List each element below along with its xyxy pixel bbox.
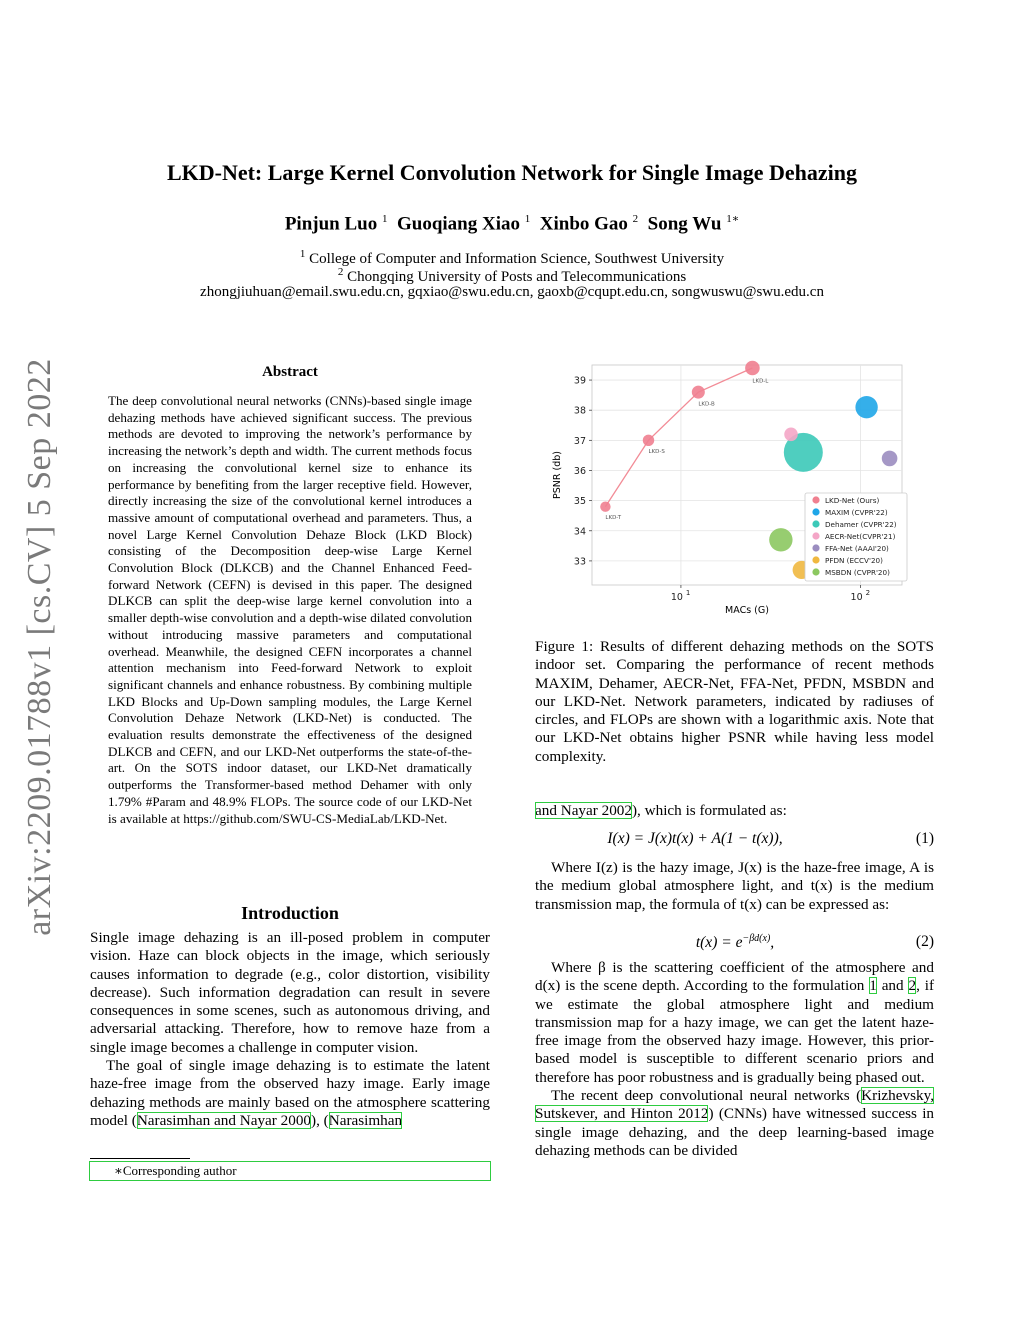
- legend-entry: LKD-Net (Ours): [825, 496, 880, 505]
- data-point: [784, 428, 798, 442]
- x-axis-label: MACs (G): [725, 605, 769, 616]
- equation-1: [535, 830, 934, 850]
- author-name: Guoqiang Xiao: [396, 213, 520, 235]
- equation-2-main: t(x) = e: [695, 934, 743, 952]
- legend-marker: [812, 496, 819, 503]
- equation-1-body: I(x) = J(x)t(x) + A(1 − t(x)),: [607, 830, 783, 847]
- author-list: [0, 212, 1024, 235]
- legend-marker: [812, 508, 819, 515]
- equation-1-number: (1): [915, 830, 934, 847]
- right-body: [535, 959, 934, 1160]
- footnote[interactable]: ∗Corresponding author: [90, 1162, 490, 1180]
- author-emails: zhongjiuhuan@email.swu.edu.cn, gqxiao@swu.edu.cn, gaoxb@cqupt.edu.cn, songwuswu@swu.edu.cn: [200, 284, 824, 300]
- legend-marker: [812, 568, 819, 575]
- right-paragraph: [535, 959, 934, 1087]
- point-label: LKD-L: [752, 378, 769, 385]
- introduction-heading: Introduction: [241, 903, 339, 923]
- data-point: [745, 361, 760, 376]
- x-tick-exponent: 1: [685, 589, 691, 597]
- arxiv-identifier: arXiv:2209.01788v1 [cs.CV] 5 Sep 2022: [21, 358, 58, 936]
- text-run: , if we estimate the global atmosphere light and medium transmission map for a hazy image, we can get the latent haze-free image from the observed hazy image. However, this prior-based model is susceptible to different scenario priors and therefore has poor robustness and is gradually being phased out.: [535, 977, 935, 1086]
- author-sup: 2: [632, 213, 639, 225]
- point-label: LKD-S: [648, 449, 665, 456]
- y-tick-label: 34: [573, 526, 586, 538]
- introduction-body: [90, 929, 490, 1130]
- citation-link[interactable]: Krizhevsky, Sutskever, and Hinton 2012: [535, 1087, 934, 1123]
- right-paragraph-continued: [535, 802, 934, 820]
- data-point: [600, 501, 610, 511]
- figure-caption: Figure 1: Results of different dehazing methods on the SOTS indoor set. Comparing the performance of recent methods MAXIM, Dehamer, AECR-Net, FFA-Net, PFDN, MSBDN and our LKD-Net. Network parameters, indicated by radiuses of circles, and FLOPs are shown with a logarithmic axis. Note that our LKD-Net obtains higher PSNR while having less model complexity.: [535, 638, 934, 765]
- psnr-vs-macs-chart: [548, 355, 920, 627]
- intro-paragraph: Single image dehazing is an ill-posed problem in computer vision. Haze can block objects in the image, which seriously causes information to degrade (e.g., color distortion, visibility decrease). Such information degradation can result in severe consequences in some scenes, such as autonomous driving, and adversarial attacking. Therefore, how to remove haze from a single image becomes a challenge in computer vision.: [90, 929, 490, 1056]
- legend: [805, 493, 907, 581]
- point-label: LKD-B: [698, 401, 715, 408]
- text-run: ) (CNNs) have witnessed success in single image dehazing, and the deep learning-based image dehazing methods can be divided: [535, 1105, 935, 1159]
- text-run: Where I(z) is the hazy image, J(x) is the haze-free image, A is the medium global atmosphere light, and t(x) is the medium transmission map, the formula of t(x) can be expressed as:: [535, 859, 934, 913]
- author-name: Xinbo Gao: [539, 213, 628, 235]
- y-tick-label: 37: [573, 435, 586, 447]
- author-name: Song Wu: [647, 213, 722, 235]
- legend-entry: PFDN (ECCV'20): [825, 556, 883, 565]
- legend-entry: Dehamer (CVPR'22): [825, 520, 897, 529]
- citation-link[interactable]: and Nayar 2002: [535, 802, 632, 819]
- y-tick-label: 39: [573, 375, 586, 387]
- y-tick-label: 35: [573, 496, 586, 508]
- author-sup: 1: [381, 213, 388, 225]
- legend-entry: MSBDN (CVPR'20): [825, 568, 890, 577]
- data-point: [643, 435, 654, 446]
- footnote-rule: [90, 1158, 190, 1159]
- author-sup: 1∗: [726, 213, 740, 225]
- y-tick-label: 33: [573, 556, 586, 568]
- text-run: ), which is formulated as:: [632, 802, 787, 819]
- data-point: [769, 528, 792, 551]
- x-tick-label: 10: [850, 592, 863, 603]
- legend-marker: [812, 556, 819, 563]
- author-sup: 1: [524, 213, 531, 225]
- legend-marker: [812, 544, 819, 551]
- legend-entry: MAXIM (CVPR'22): [825, 508, 888, 517]
- right-paragraph: [535, 1087, 934, 1160]
- affiliation-sup: 2: [337, 266, 344, 278]
- legend-marker: [812, 520, 819, 527]
- x-tick-exponent: 2: [865, 589, 871, 597]
- author-name: Pinjun Luo: [284, 213, 378, 235]
- x-tick-label: 10: [670, 592, 683, 603]
- text-run: Where β is the scattering coefficient of the atmosphere and d(x) is the scene depth. According to the formulation: [535, 959, 934, 995]
- equation-ref-link[interactable]: 2: [908, 977, 917, 995]
- citation-link[interactable]: Narasimhan: [328, 1111, 403, 1129]
- abstract-heading: Abstract: [262, 364, 318, 380]
- y-tick-label: 38: [573, 405, 586, 417]
- point-label: LKD-T: [605, 514, 622, 521]
- right-paragraph: [535, 859, 934, 914]
- equation-2-exponent: −βd(x): [742, 933, 771, 944]
- y-axis-label: PSNR (db): [552, 451, 563, 499]
- text-run: ), (: [311, 1111, 329, 1129]
- y-tick-label: 36: [573, 465, 586, 477]
- equation-2-tail: ,: [770, 934, 775, 952]
- legend-entry: AECR-Net(CVPR'21): [825, 532, 896, 541]
- data-point: [692, 386, 705, 399]
- affiliation-text: Chongqing University of Posts and Telecommunications: [347, 269, 687, 285]
- abstract-text: The deep convolutional neural networks (CNNs)-based single image dehazing methods have achieved significant success. The previous methods are devoted to improving the network’s performance by increasing the network’s depth and width. The current methods focus on increasing the convolutional kernel size to enhance its performance by benefiting from the larger receptive field. However, directly increasing the size of the convolutional kernel introduces a massive amount of computational overhead and parameters. Thus, a novel Large Kernel Convolution Dehaze Block (LKD Block) consisting of the Decomposition deep-wise Large Kernel Convolution Block (DLKCB) and the Channel Enhanced Feed-forward Network (CEFN) is devised in this paper. The designed DLKCB can split the deep-wise large kernel convolution into a smaller depth-wise convolution and a depth-wise dilated convolution without introducing massive parameters and computational overhead. Meanwhile, the designed CEFN incorporates a channel attention mechanism into Feed-forward Network to exploit significant channels and enhance robustness. By combining multiple LKD Blocks and Up-Down sampling modules, the Large Kernel Convolution Dehaze Network (LKD-Net) is conducted. The evaluation results demonstrate the effectiveness of the designed DLKCB and CEFN, and our LKD-Net outperforms the state-of-the-art. On the SOTS indoor dataset, our LKD-Net dramatically outperforms the Transformer-based method Dehamer with only 1.79% #Param and 48.9% FLOPs. The source code of our LKD-Net is available at https://github.com/SWU-CS-MediaLab/LKD-Net.: [108, 393, 472, 826]
- equation-2-body: [575, 933, 895, 952]
- legend-entry: FFA-Net (AAAI'20): [825, 544, 889, 553]
- affiliation-sup: 1: [299, 248, 306, 260]
- data-point: [882, 451, 898, 467]
- data-point: [855, 396, 877, 418]
- equation-2: [535, 933, 934, 955]
- citation-link[interactable]: Narasimhan and Nayar 2000: [136, 1111, 312, 1129]
- intro-paragraph: [90, 1057, 490, 1130]
- equation-2-number: (2): [915, 933, 934, 950]
- paper-title: LKD-Net: Large Kernel Convolution Network for Single Image Dehazing: [166, 160, 858, 185]
- text-run: The recent deep convolutional neural networks (: [551, 1087, 862, 1105]
- affiliation-text: College of Computer and Information Science, Southwest University: [309, 251, 725, 267]
- text-run: and: [876, 977, 909, 995]
- text-run: The goal of single image dehazing is to estimate the latent haze-free image from the observed hazy image. Early image dehazing methods are mainly based on the atmosphere scattering model (: [90, 1057, 490, 1129]
- equation-ref-link[interactable]: 1: [869, 977, 877, 995]
- legend-marker: [812, 532, 819, 539]
